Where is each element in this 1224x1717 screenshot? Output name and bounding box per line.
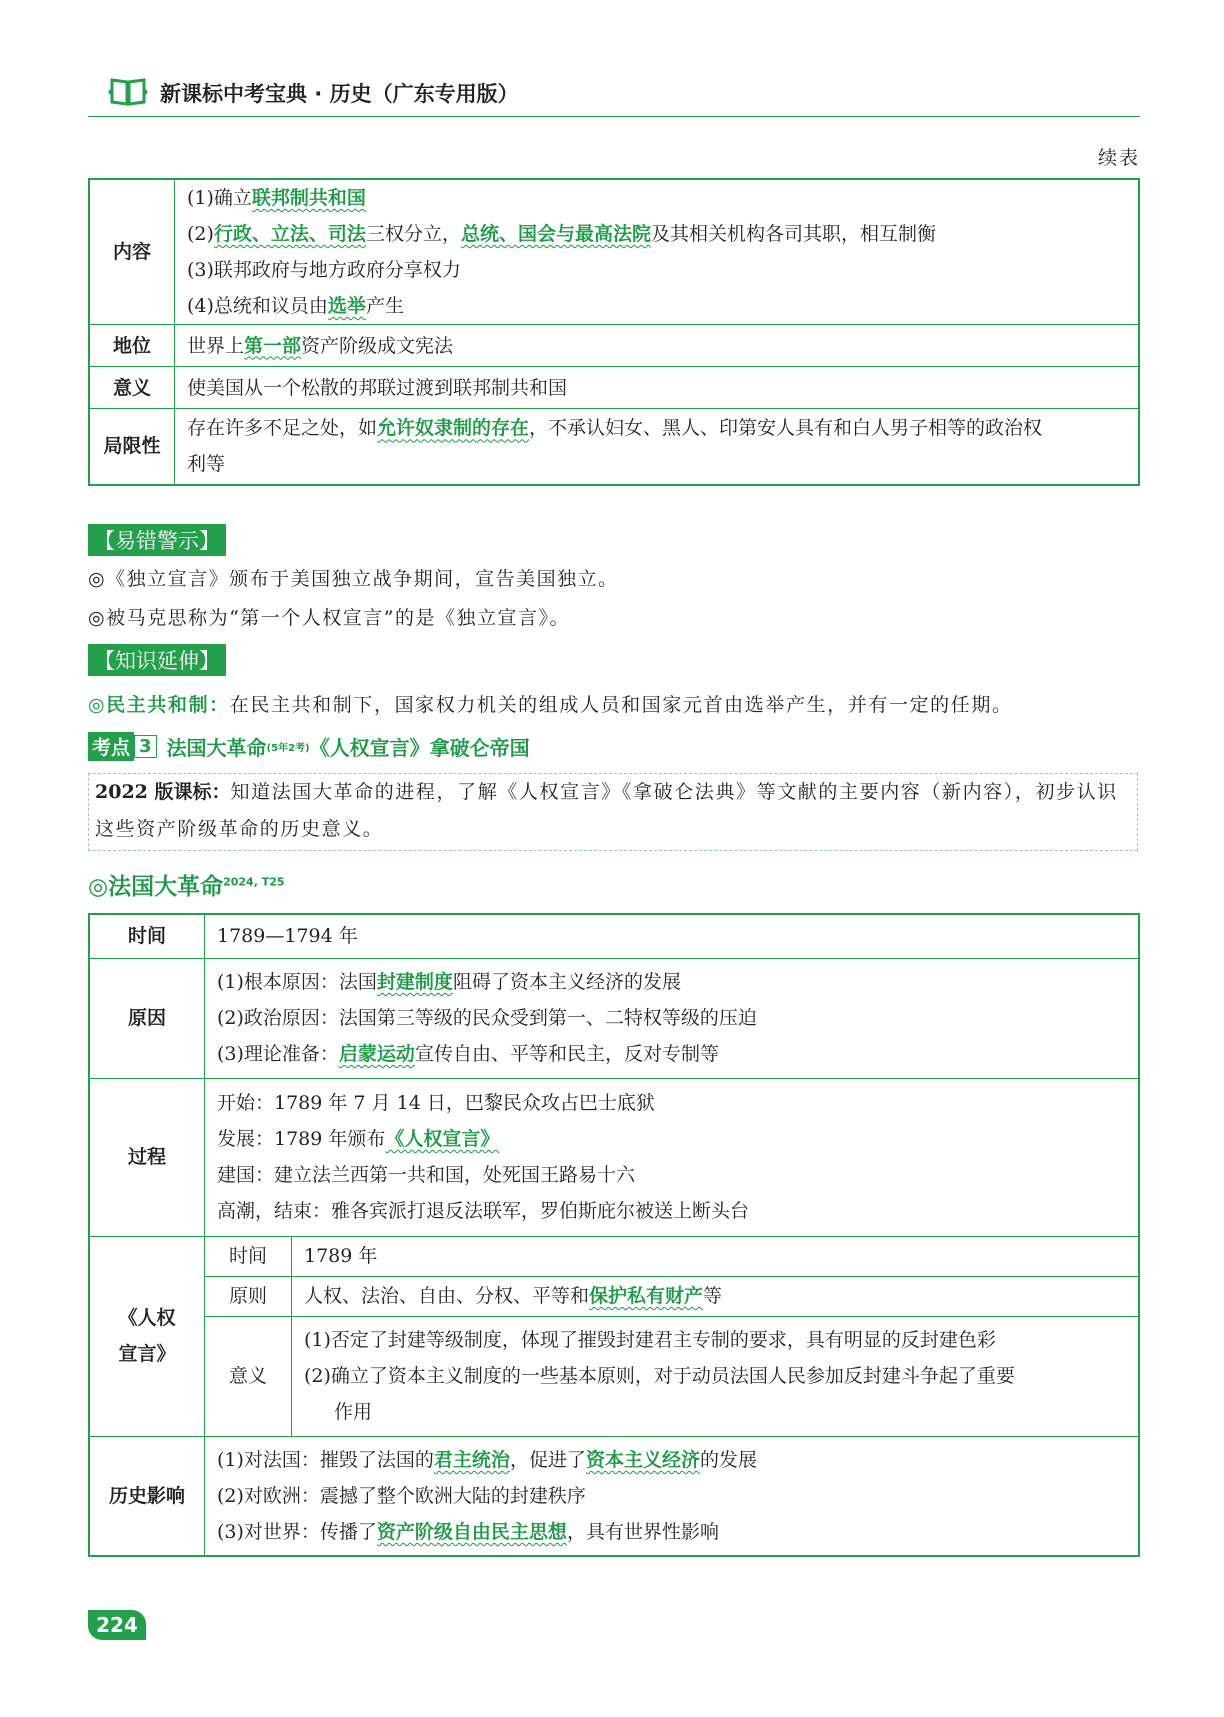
text-segment: (3)对世界：传播了 [217,1520,377,1543]
curriculum-standard-label: 2022 版课标： [95,781,231,803]
row-content [175,409,1140,485]
book-title: 新课标中考宝典 · 历史（广东专用版） [160,82,519,106]
tag-knowledge-extension: 【知识延伸】 [88,644,226,676]
key-term: 《人权宣言》 [385,1128,500,1150]
section-title [88,868,285,901]
text-segment: 开始：1789 年 7 月 14 日，巴黎民众攻占巴士底狱 [217,1092,655,1114]
text-segment: (4)总统和议员由 [187,295,328,317]
text-segment: 使美国从一个松散的邦联过渡到联邦制共和国 [187,376,568,399]
text-segment: 人权、法治、自由、分权、平等和 [304,1285,590,1307]
text-segment: 宣传自由、平等和民主，反对专制等 [414,1043,719,1065]
kaodian-frequency: (5年2考) [266,743,310,754]
content-line [187,288,1126,324]
key-term: 选举 [327,295,366,317]
text-segment: 产生 [365,295,404,317]
decl-time-value: 1789 年 [292,1236,1140,1276]
decl-head-principle: 原则 [205,1276,292,1316]
process-line [217,1121,1126,1157]
key-term: 资产阶级自由民主思想 [376,1520,567,1543]
text-segment: ，不承认妇女、黑人、印第安人具有和白人男子相等的政治权 [529,417,1043,440]
text-segment: (2)政治原因：法国第三等级的民众受到第一、二特权等级的压迫 [217,1007,757,1029]
table-row [89,179,1139,325]
text-segment: (1)确立 [187,187,252,209]
impact-line [217,1478,1126,1514]
row-head: 地位 [89,325,175,367]
kaodian-title-b: 《人权宣言》拿破仑帝国 [309,736,530,760]
process-line [217,1157,1126,1193]
curriculum-standard-box [88,773,1138,851]
time-value: 1789—1794 年 [205,914,1140,958]
key-term: 行政、立法、司法 [213,223,366,245]
row-content [175,367,1140,409]
text-segment: 高潮，结束：雅各宾派打退反法联军，罗伯斯庇尔被送上断头台 [217,1200,750,1222]
text-segment: 的发展 [699,1448,757,1471]
key-term: 联邦制共和国 [251,187,366,209]
open-book-logo-icon [108,76,148,106]
content-line [187,180,1126,216]
curriculum-standard-text: 知道法国大革命的进程，了解《人权宣言》《拿破仑法典》等文献的主要内容（新内容），初步认识这些资产阶级革命的历史意义。 [95,781,1118,840]
meaning-line [304,1394,1126,1430]
process-line [217,1085,1126,1121]
key-term: 启蒙运动 [338,1043,415,1065]
row-head-impact: 历史影响 [89,1436,205,1556]
row-head-process: 过程 [89,1078,205,1236]
row-head-time: 时间 [89,914,205,958]
meaning-line [304,1322,1126,1358]
kaodian-label: 考点 [88,732,134,761]
decl-head-time: 时间 [205,1236,292,1276]
text-segment: (2)确立了资本主义制度的一些基本原则，对于动员法国人民参加反封建斗争起了重要 [304,1365,1015,1387]
row-head-declaration [89,1236,205,1436]
key-term: 封建制度 [376,971,453,993]
text-segment: 资产阶级成文宪法 [301,334,454,357]
text-segment: ，具有世界性影响 [566,1520,719,1543]
content-line [187,370,1126,406]
content-line [187,410,1126,446]
text-segment: 及其相关机构各司其职，相互制衡 [650,223,936,245]
section-title-text: ◎法国大革命 [88,874,224,900]
text-segment: 世界上 [187,334,245,357]
text-segment: 三权分立， [365,223,461,245]
content-line [187,216,1126,252]
text-segment: (1)对法国：摧毁了法国的 [217,1448,434,1471]
page-number: 224 [88,1610,146,1640]
text-segment: 作用 [334,1401,373,1423]
impact-content [205,1436,1140,1556]
decl-principle-value [292,1276,1140,1316]
text-segment: 等 [703,1285,723,1307]
key-term: 允许奴隶制的存在 [377,417,530,440]
extension-text: 在民主共和制下，国家权力机关的组成人员和国家元首由选举产生，并有一定的任期。 [229,694,1013,716]
process-line [217,1193,1126,1229]
row-head: 意义 [89,367,175,409]
key-term: 资本主义经济 [585,1448,700,1471]
kaodian-heading [88,732,530,761]
extension-line [88,690,1148,717]
meaning-line [304,1358,1126,1394]
text-segment: 阻碍了资本主义经济的发展 [452,971,681,993]
page-header [88,70,1140,117]
text-segment: (2)对欧洲：震撼了整个欧洲大陆的封建秩序 [217,1484,586,1507]
text-segment: (2) [187,223,214,245]
cause-line [217,1036,1126,1072]
text-segment: (3)联邦政府与地方政府分享权力 [187,259,461,281]
process-content [205,1078,1140,1236]
content-line [187,328,1126,364]
text-segment: 建国：建立法兰西第一共和国，处死国王路易十六 [217,1164,636,1186]
decl-meaning-value [292,1316,1140,1436]
text-segment: (1)根本原因：法国 [217,971,377,993]
key-term: 保护私有财产 [589,1285,704,1307]
text-segment: ，促进了 [509,1448,586,1471]
impact-line [217,1514,1126,1550]
row-head: 局限性 [89,409,175,485]
text-segment: 利等 [187,453,226,476]
warning-line-2: ◎被马克思称为“第一个人权宣言”的是《独立宣言》。 [88,607,571,629]
row-head: 内容 [89,179,175,325]
decl-head-meaning: 意义 [205,1316,292,1436]
kaodian-title-a: 法国大革命 [166,736,267,760]
section-exam-ref: 2024, T25 [223,875,285,889]
table-row [89,325,1139,367]
continued-label: 续表 [1097,147,1140,169]
cause-line [217,964,1126,1000]
declaration-head-text: 《人权宣言》 [118,1307,176,1365]
warning-line-1: ◎《独立宣言》颁布于美国独立战争期间，宣告美国独立。 [88,568,619,590]
text-segment: (3)理论准备： [217,1043,339,1065]
tag-error-warning: 【易错警示】 [88,524,226,556]
cause-content [205,958,1140,1078]
table-row [89,367,1139,409]
key-term: 总统、国会与最高法院 [460,223,651,245]
extension-label: ◎民主共和制： [88,694,230,716]
text-segment: (1)否定了封建等级制度，体现了摧毁封建君主专制的要求，具有明显的反封建色彩 [304,1329,996,1351]
impact-line [217,1442,1126,1478]
kaodian-number: 3 [134,735,157,758]
content-line [187,252,1126,288]
row-head-cause: 原因 [89,958,205,1078]
constitution-table [88,178,1140,486]
principle-line [304,1278,1126,1314]
text-segment: 存在许多不足之处，如 [187,417,378,440]
cause-line [217,1000,1126,1036]
text-segment: 发展：1789 年颁布 [217,1128,386,1150]
content-line [187,446,1126,482]
french-revolution-table [88,913,1140,1557]
row-content [175,179,1140,325]
table-row [89,409,1139,485]
key-term: 第一部 [244,334,302,357]
key-term: 君主统治 [433,1448,510,1471]
row-content [175,325,1140,367]
